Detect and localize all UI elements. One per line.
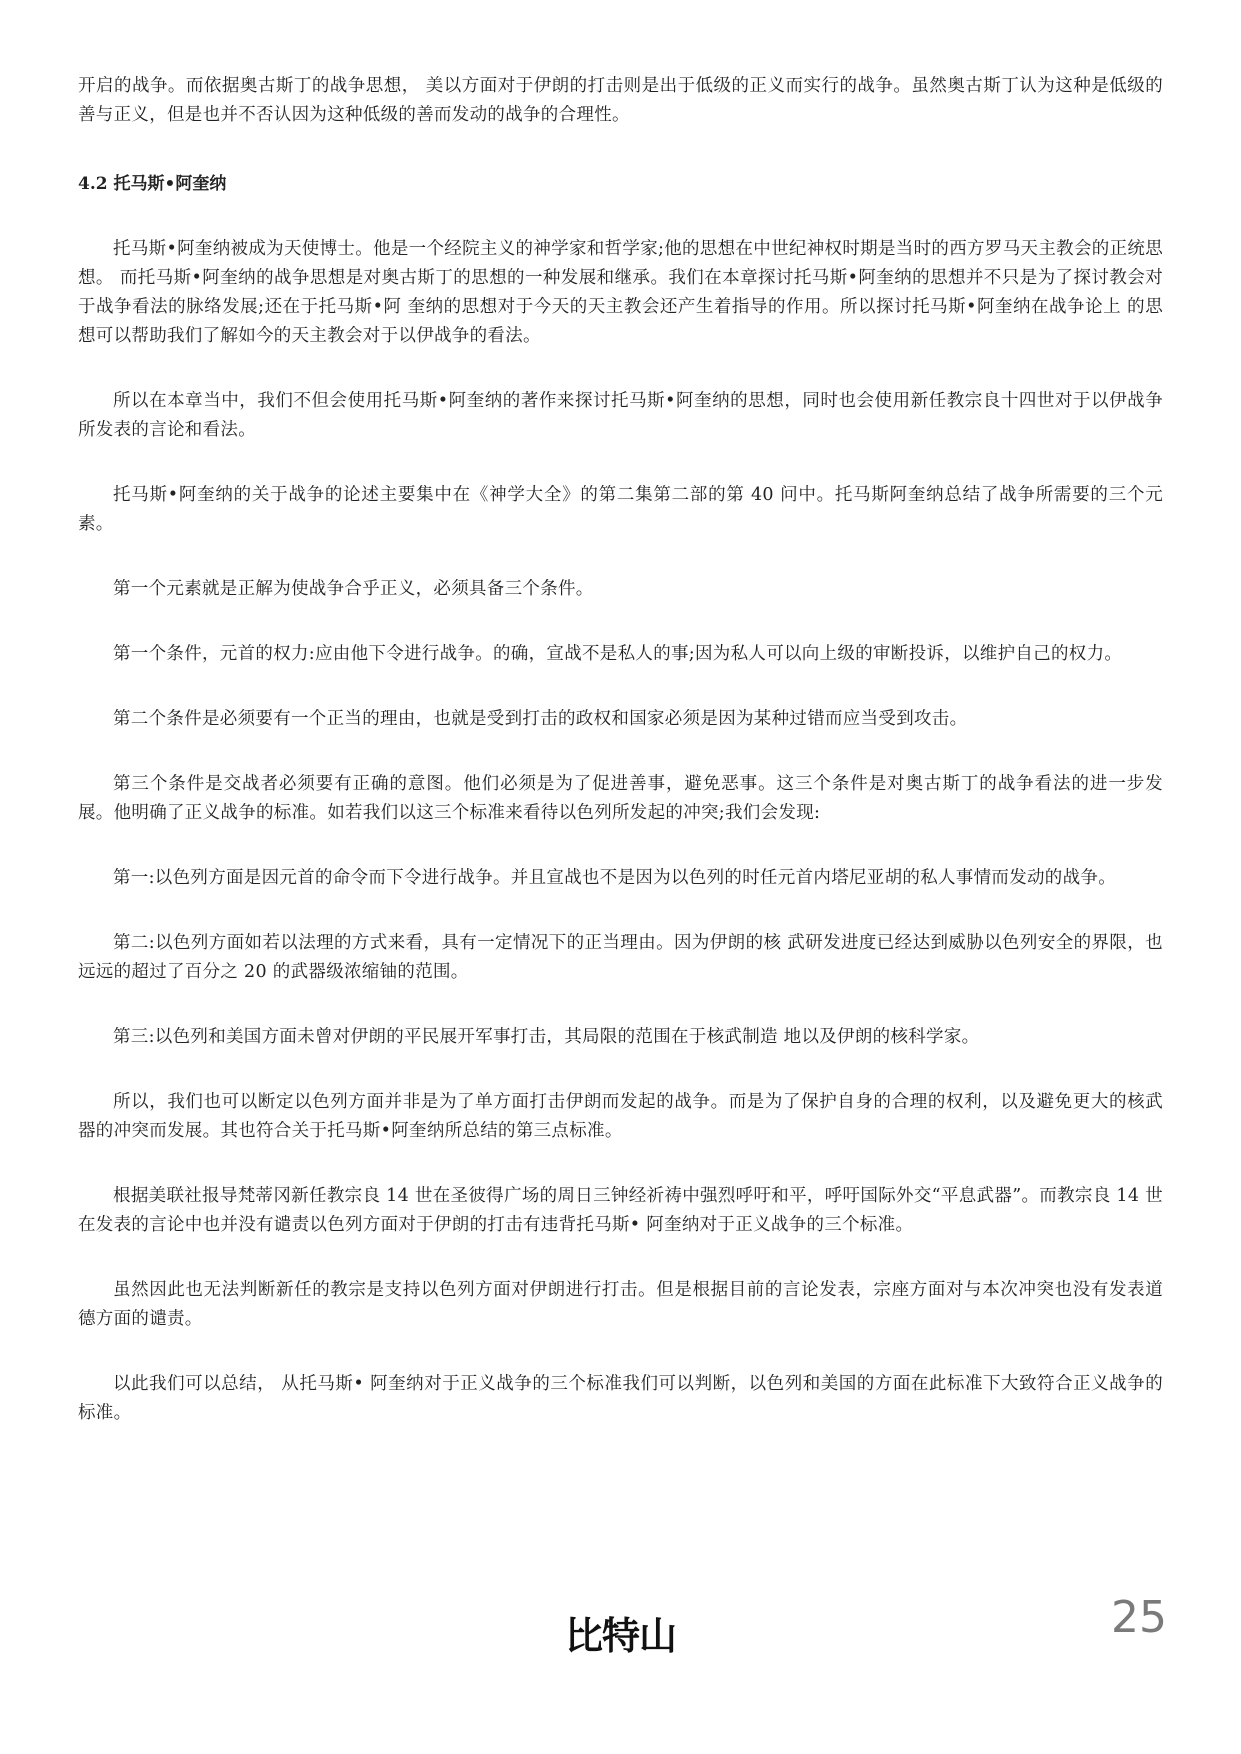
body-paragraph-4: 第一个元素就是正解为使战争合乎正义，必须具备三个条件。: [113, 579, 594, 599]
page-number: 25: [1111, 1592, 1167, 1643]
body-paragraph-11: 所以，我们也可以断定以色列方面并非是为了单方面打击伊朗而发起的战争。而是为了保护自身的合理的权利，以及避免更大的核武器的冲突而发展。其也符合关于托马斯•阿奎纳所总结的第三点标准。: [78, 1092, 1163, 1141]
body-paragraph-13: 虽然因此也无法判断新任的教宗是支持以色列方面对伊朗进行打击。但是根据目前的言论发表，宗座方面对与本次冲突也没有发表道德方面的谴责。: [78, 1280, 1163, 1329]
body-paragraph-8: 第一:以色列方面是因元首的命令而下令进行战争。并且宣战也不是因为以色列的时任元首内塔尼亚胡的私人事情而发动的战争。: [113, 868, 1116, 888]
body-paragraph-12: 根据美联社报导梵蒂冈新任教宗良 14 世在圣彼得广场的周日三钟经祈祷中强烈呼吁和平，呼吁国际外交“平息武器”。而教宗良 14 世在发表的言论中也并没有谴责以色列方面对于伊朗的打击有违背托马斯• 阿奎纳对于正义战争的三个标准。: [78, 1186, 1163, 1235]
body-paragraph-5: 第一个条件，元首的权力:应由他下令进行战争。的确，宣战不是私人的事;因为私人可以向上级的审断投诉，以维护自己的权力。: [113, 644, 1123, 664]
section-heading: 4.2 托马斯•阿奎纳: [78, 174, 227, 194]
footer-logo: 比特山: [564, 1614, 676, 1658]
body-paragraph-9: 第二:以色列方面如若以法理的方式来看，具有一定情况下的正当理由。因为伊朗的核 武研发进度已经达到威胁以色列安全的界限，也远远的超过了百分之 20 的武器级浓缩铀的范围。: [78, 933, 1163, 982]
body-paragraph-2: 所以在本章当中，我们不但会使用托马斯•阿奎纳的著作来探讨托马斯•阿奎纳的思想，同时也会使用新任教宗良十四世对于以伊战争所发表的言论和看法。: [78, 391, 1163, 440]
body-paragraph-1: 托马斯•阿奎纳被成为天使博士。他是一个经院主义的神学家和哲学家;他的思想在中世纪神权时期是当时的西方罗马天主教会的正统思想。 而托马斯•阿奎纳的战争思想是对奥古斯丁的思想的一种发展和继承。我们在本章探讨托马斯•阿奎纳的思想并不只是为了探讨教会对于战争看法的脉络发展;还在于托马斯•阿 奎纳的思想对于今天的天主教会还产生着指导的作用。所以探讨托马斯•阿奎纳在战争论上 的思想可以帮助我们了解如今的天主教会对于以伊战争的看法。: [78, 239, 1163, 346]
document-body: [78, 72, 1163, 1464]
body-paragraph-10: 第三:以色列和美国方面未曾对伊朗的平民展开军事打击，其局限的范围在于核武制造 地以及伊朗的核科学家。: [113, 1027, 980, 1047]
body-paragraph-6: 第二个条件是必须要有一个正当的理由，也就是受到打击的政权和国家必须是因为某种过错而应当受到攻击。: [113, 709, 968, 729]
body-paragraph-14: 以此我们可以总结， 从托马斯• 阿奎纳对于正义战争的三个标准我们可以判断，以色列和美国的方面在此标准下大致符合正义战争的标准。: [78, 1374, 1163, 1423]
continuation-paragraph: 开启的战争。而依据奥古斯丁的战争思想， 美以方面对于伊朗的打击则是出于低级的正义而实行的战争。虽然奥古斯丁认为这种是低级的善与正义，但是也并不否认因为这种低级的善而发动的战争的合理性。: [78, 76, 1163, 125]
body-paragraph-7: 第三个条件是交战者必须要有正确的意图。他们必须是为了促进善事，避免恶事。这三个条件是对奥古斯丁的战争看法的进一步发展。他明确了正义战争的标准。如若我们以这三个标准来看待以色列所发起的冲突;我们会发现:: [78, 774, 1163, 823]
body-paragraph-3: 托马斯•阿奎纳的关于战争的论述主要集中在《神学大全》的第二集第二部的第 40 问中。托马斯阿奎纳总结了战争所需要的三个元素。: [78, 485, 1163, 534]
